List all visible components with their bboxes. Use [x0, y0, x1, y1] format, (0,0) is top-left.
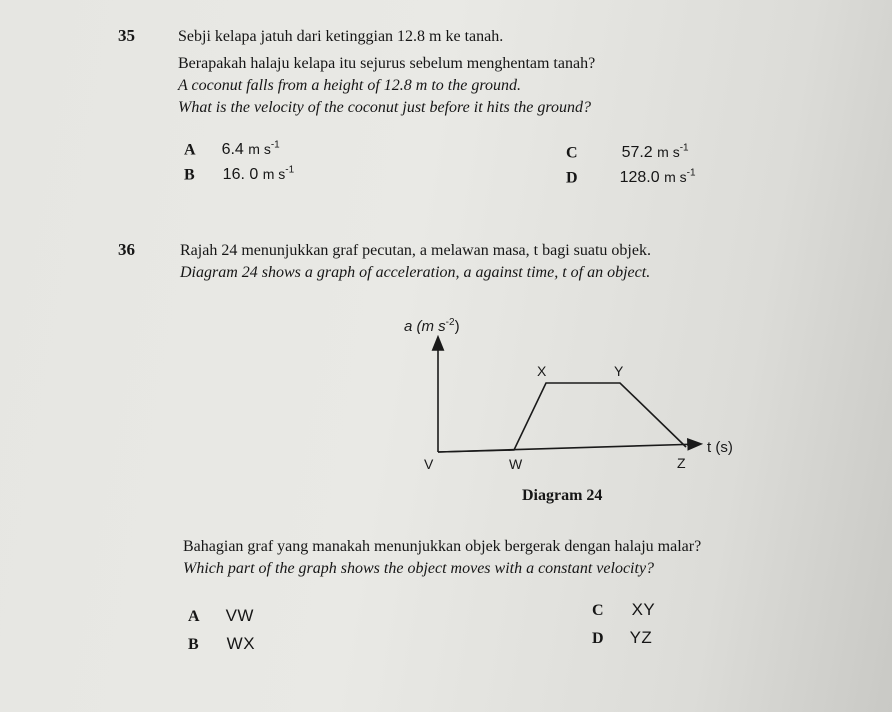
option-value: 57.2 m $s^{-1}$ [621, 143, 689, 162]
q36-option-b[interactable] [188, 634, 255, 654]
option-letter: D [592, 630, 604, 647]
option-value: 6.4 m $s^{-1}$ [221, 140, 280, 159]
option-value: 16. 0 m $s^{-1}$ [222, 165, 295, 184]
option-letter: A [188, 608, 200, 625]
q36-option-a[interactable] [188, 606, 254, 626]
question-36-english-prompt: Which part of the graph shows the object moves with a constant velocity? [183, 560, 655, 577]
diagram-caption: Diagram 24 [522, 487, 603, 504]
option-letter: B [184, 166, 195, 184]
point-v-label: V [424, 456, 434, 472]
y-axis-label: a (m $s^{-2}$) [404, 317, 460, 335]
question-35-malay-line-2: Berapakah halaju kelapa itu sejurus sebelum menghentam tanah? [178, 55, 596, 72]
x-axis-label: t (s) [707, 439, 733, 456]
point-y-label: Y [614, 363, 624, 379]
point-x-label: X [537, 363, 547, 379]
q36-option-c[interactable] [592, 600, 655, 620]
point-z-label: Z [677, 455, 686, 471]
question-36-malay-prompt: Bahagian graf yang manakah menunjukkan objek bergerak dengan halaju malar? [183, 538, 702, 555]
question-35-malay-line-1: Sebji kelapa jatuh dari ketinggian 12.8 m ke tanah. [178, 28, 504, 45]
option-value: YZ [629, 628, 653, 647]
graph-line [438, 383, 686, 452]
option-letter: A [184, 141, 196, 159]
option-value: WX [226, 634, 256, 653]
option-letter: D [566, 169, 578, 187]
question-35-english-line-2: What is the velocity of the coconut just before it hits the ground? [178, 99, 591, 116]
point-w-label: W [509, 456, 523, 472]
question-36-number: 36 [118, 240, 135, 259]
option-value: 128.0 m $s^{-1}$ [619, 168, 696, 187]
option-letter: C [592, 602, 604, 619]
question-35-number: 35 [118, 26, 135, 45]
question-36-english-line: Diagram 24 shows a graph of acceleration, a against time, t of an object. [180, 264, 651, 281]
question-35-english-line-1: A coconut falls from a height of 12.8 m to the ground. [178, 77, 521, 94]
option-letter: B [188, 636, 199, 653]
option-value: XY [631, 600, 656, 619]
option-letter: C [566, 144, 578, 162]
question-36-malay-line: Rajah 24 menunjukkan graf pecutan, a melawan masa, t bagi suatu objek. [180, 242, 651, 259]
option-value: VW [225, 606, 254, 625]
q36-option-d[interactable] [592, 628, 652, 648]
